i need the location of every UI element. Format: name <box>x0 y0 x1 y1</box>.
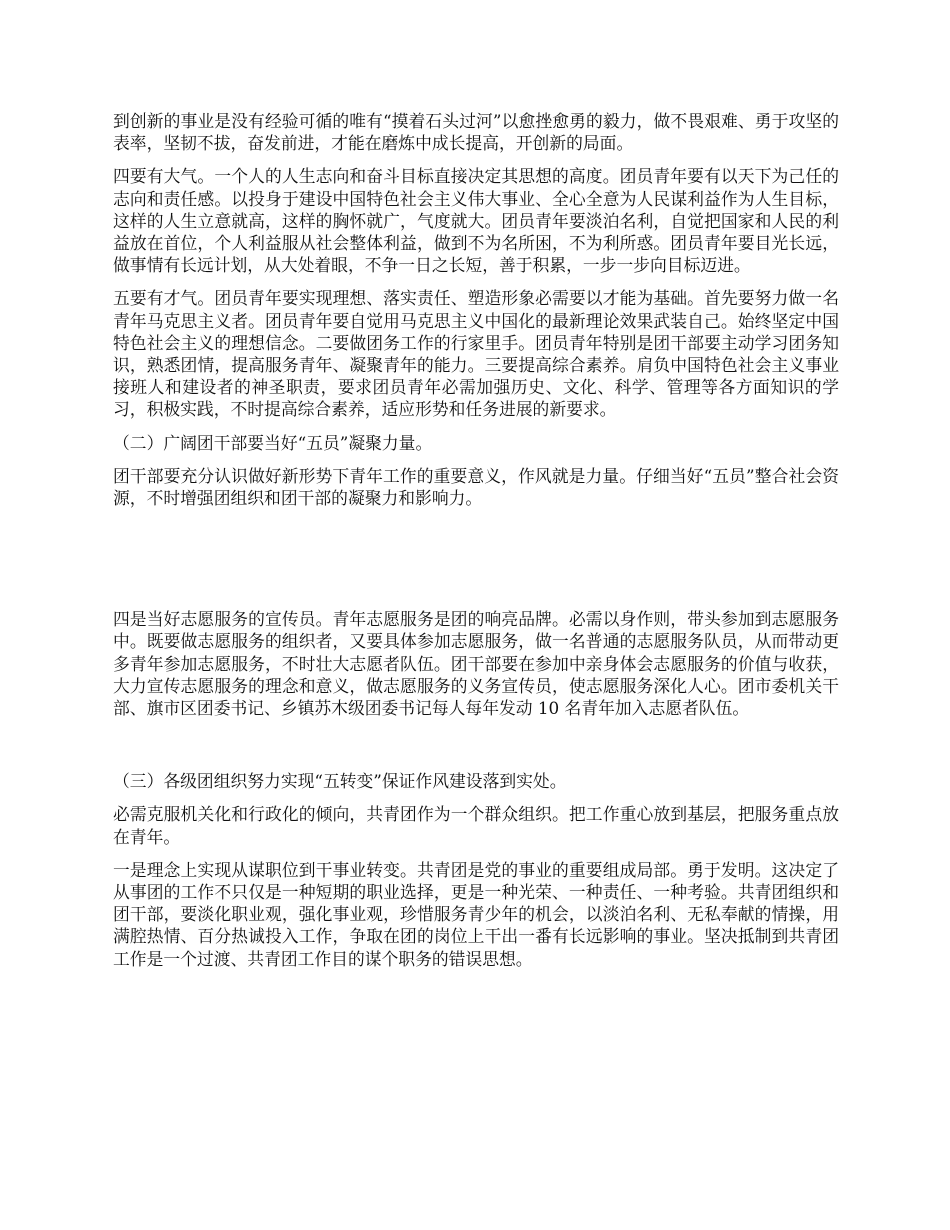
document-page <box>113 110 839 981</box>
section-heading-two: （二）广阔团干部要当好“五员”凝聚力量。 <box>113 432 433 453</box>
paragraph-deadministration: 必需克服机关化和行政化的倾向，共青团作为一个群众组织。把工作重心放到基层，把服务重点放在青年。 <box>113 804 839 847</box>
blank-gap <box>113 730 839 770</box>
paragraph-volunteer: 四是当好志愿服务的宣传员。青年志愿服务是团的响亮品牌。必需以身作则，带头参加到志愿服务中。既要做志愿服务的组织者，又要具体参加志愿服务，做一名普通的志愿服务队员，从而带动更多青年参加志愿服务，不时壮大志愿者队伍。团干部要在参加中亲身体会志愿服务的价值与收获，大力宣传志愿服务的理念和意义，做志愿服务的义务宣传员，使志愿服务深化人心。团市委机关干部、旗市区团委书记、乡镇苏木级团委书记每人每年发动 10 名青年加入志愿者队伍。 <box>113 609 839 719</box>
section-heading-three: （三）各级团组织努力实现“五转变”保证作风建设落到实处。 <box>113 771 567 792</box>
blank-gap <box>113 520 839 608</box>
paragraph-mindset-change: 一是理念上实现从谋职位到干事业转变。共青团是党的事业的重要组成局部。勇于发明。这决定了从事团的工作不只仅是一种短期的职业选择，更是一种光荣、一种责任、一种考验。共青团组织和团干部，要淡化职业观，强化事业观，珍惜服务青少年的机会，以淡泊名利、无私奉献的情操，用满腔热情、百分热诚投入工作，争取在团的岗位上干出一番有长远影响的事业。坚决抵制到共青团工作是一个过渡、共青团工作目的谋个职务的错误思想。 <box>113 859 839 969</box>
paragraph-talent: 五要有才气。团员青年要实现理想、落实责任、塑造形象必需要以才能为基础。首先要努力做一名青年马克思主义者。团员青年要自觉用马克思主义中国化的最新理论效果武装自己。始终坚定中国特色社会主义的理想信念。二要做团务工作的行家里手。团员青年特别是团干部要主动学习团务知识，熟悉团情，提高服务青年、凝聚青年的能力。三要提高综合素养。肩负中国特色社会主义事业接班人和建设者的神圣职责，要求团员青年必需加强历史、文化、科学、管理等各方面知识的学习，积极实践，不时提高综合素养，适应形势和任务进展的新要求。 <box>113 288 839 420</box>
paragraph-cadre-role: 团干部要充分认识做好新形势下青年工作的重要意义，作风就是力量。仔细当好“五员”整合社会资源，不时增强团组织和团干部的凝聚力和影响力。 <box>113 465 839 509</box>
paragraph-ambition: 四要有大气。一个人的人生志向和奋斗目标直接决定其思想的高度。团员青年要有以天下为己任的志向和责任感。以投身于建设中国特色社会主义伟大事业、全心全意为人民谋利益作为人生目标，这样的人生立意就高，这样的胸怀就广，气度就大。团员青年要淡泊名利，自觉把国家和人民的利益放在首位，个人利益服从社会整体利益，做到不为名所困，不为利所惑。团员青年要目光长远，做事情有长远计划，从大处着眼，不争一日之长短，善于积累，一步一步向目标迈进。 <box>113 166 839 276</box>
paragraph-perseverance: 到创新的事业是没有经验可循的唯有“摸着石头过河”以愈挫愈勇的毅力，做不畏艰难、勇于攻坚的表率，坚韧不拔，奋发前进，才能在磨炼中成长提高，开创新的局面。 <box>113 111 839 154</box>
